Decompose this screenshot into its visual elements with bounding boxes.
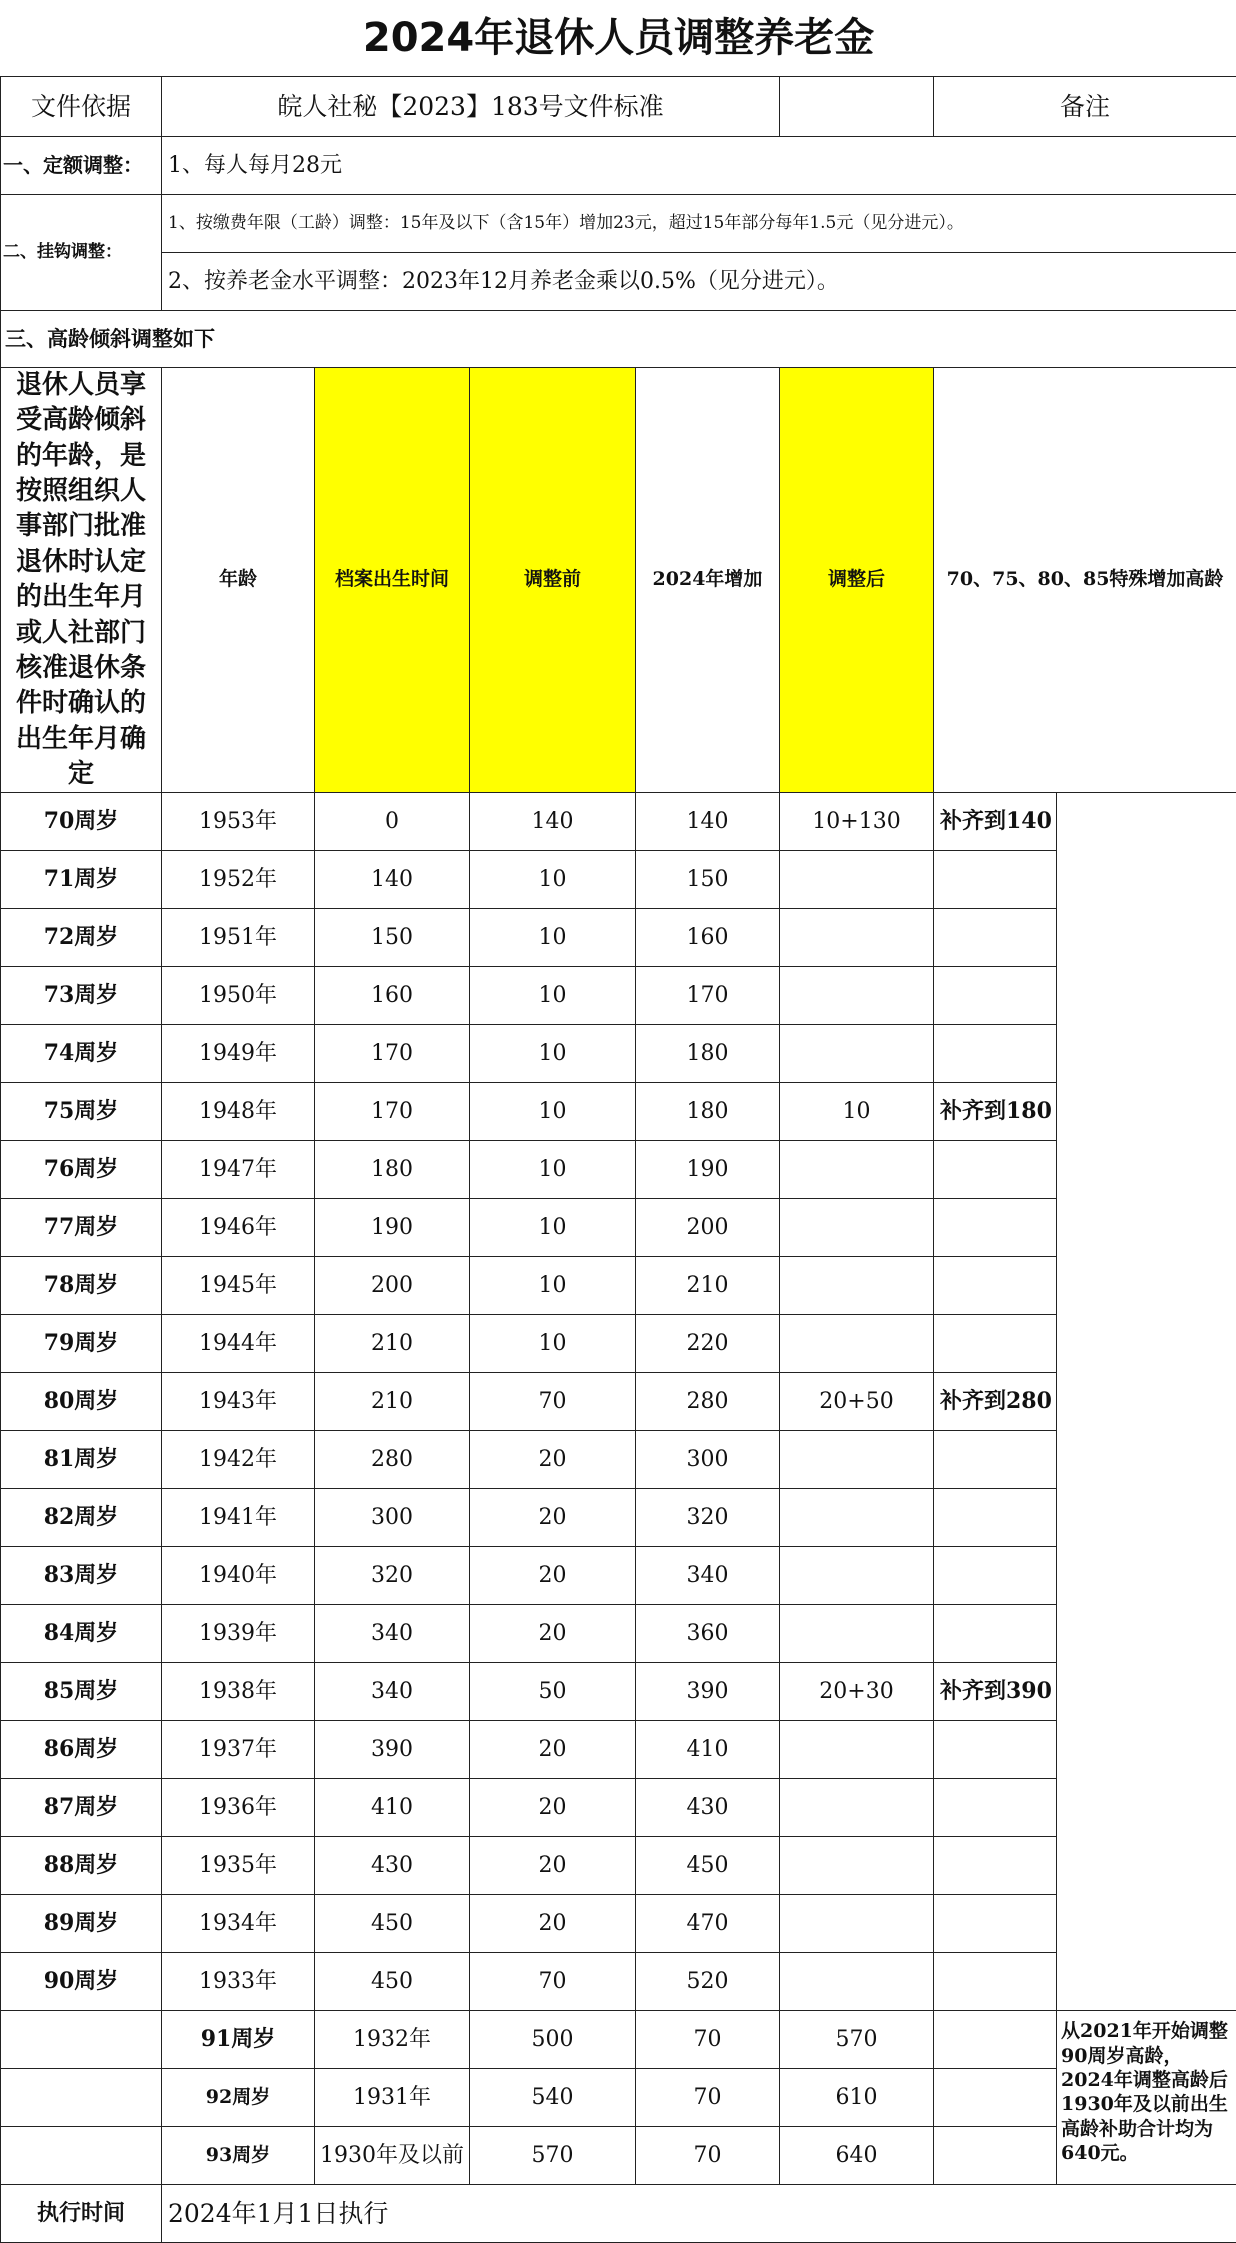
age-cell: 88周岁 <box>1 1837 162 1895</box>
age-cell: 87周岁 <box>1 1779 162 1837</box>
table-row <box>1 1721 1236 1779</box>
age-cell: 74周岁 <box>1 1025 162 1083</box>
table-row <box>1 1547 1236 1605</box>
note-cell: 补齐到140 <box>934 793 1057 851</box>
table-row <box>1 1199 1236 1257</box>
table-row <box>1 2011 1236 2069</box>
empty-cell <box>1 2069 162 2127</box>
after-cell: 220 <box>636 1315 780 1373</box>
section3-label: 三、高龄倾斜调整如下 <box>1 311 1236 368</box>
before-cell: 320 <box>315 1547 470 1605</box>
before-cell: 300 <box>315 1489 470 1547</box>
before-cell: 340 <box>315 1605 470 1663</box>
age-cell: 77周岁 <box>1 1199 162 1257</box>
birth-cell: 1932年 <box>315 2011 470 2069</box>
special-cell <box>780 1779 934 1837</box>
age-cell: 85周岁 <box>1 1663 162 1721</box>
increase-cell: 20 <box>470 1489 636 1547</box>
extra-age-rows <box>1 2011 1236 2185</box>
before-cell: 570 <box>470 2127 636 2185</box>
increase-cell: 50 <box>470 1663 636 1721</box>
age-cell: 80周岁 <box>1 1373 162 1431</box>
birth-cell: 1953年 <box>162 793 315 851</box>
age-cell: 76周岁 <box>1 1141 162 1199</box>
note-cell <box>934 1141 1057 1199</box>
special-cell <box>780 1141 934 1199</box>
birth-cell: 1939年 <box>162 1605 315 1663</box>
table-row <box>1 1779 1236 1837</box>
table-row <box>1 2127 1236 2185</box>
before-cell: 0 <box>315 793 470 851</box>
execution-label: 执行时间 <box>1 2185 162 2243</box>
increase-cell: 20 <box>470 1837 636 1895</box>
after-cell: 340 <box>636 1547 780 1605</box>
age-cell: 92周岁 <box>162 2069 315 2127</box>
section2-line2: 2、按养老金水平调整：2023年12月养老金乘以0.5%（见分进元）。 <box>162 253 1236 311</box>
note-cell <box>934 967 1057 1025</box>
special-cell <box>934 2127 1057 2185</box>
table-row <box>1 1837 1236 1895</box>
increase-cell: 10 <box>470 1141 636 1199</box>
section3-side-note: 退休人员享受高龄倾斜的年龄，是按照组织人事部门批准退休时认定的出生年月或人社部门核准退休条件时确认的出生年月确定 <box>1 368 162 793</box>
increase-cell: 10 <box>470 967 636 1025</box>
before-cell: 540 <box>470 2069 636 2127</box>
birth-cell: 1945年 <box>162 1257 315 1315</box>
before-cell: 190 <box>315 1199 470 1257</box>
section2-line1: 1、按缴费年限（工龄）调整：15年及以下（含15年）增加23元，超过15年部分每年1.5元（见分进元）。 <box>162 195 1236 253</box>
basis-label: 文件依据 <box>1 77 162 137</box>
age-cell: 73周岁 <box>1 967 162 1025</box>
increase-cell: 20 <box>470 1547 636 1605</box>
age-cell: 72周岁 <box>1 909 162 967</box>
birth-cell: 1944年 <box>162 1315 315 1373</box>
basis-empty-cell <box>780 77 934 137</box>
special-cell: 10+130 <box>780 793 934 851</box>
before-cell: 170 <box>315 1083 470 1141</box>
increase-cell: 10 <box>470 909 636 967</box>
table-row <box>1 793 1236 851</box>
after-cell: 360 <box>636 1605 780 1663</box>
note-cell <box>934 1257 1057 1315</box>
after-cell: 520 <box>636 1953 780 2011</box>
special-cell <box>780 1721 934 1779</box>
after-cell: 300 <box>636 1431 780 1489</box>
before-cell: 180 <box>315 1141 470 1199</box>
after-cell: 390 <box>636 1663 780 1721</box>
table-row <box>1 967 1236 1025</box>
age-cell: 70周岁 <box>1 793 162 851</box>
age-cell: 89周岁 <box>1 1895 162 1953</box>
special-cell <box>780 1431 934 1489</box>
before-cell: 140 <box>315 851 470 909</box>
birth-cell: 1935年 <box>162 1837 315 1895</box>
before-cell: 210 <box>315 1315 470 1373</box>
before-cell: 170 <box>315 1025 470 1083</box>
table-row <box>1 1141 1236 1199</box>
birth-cell: 1951年 <box>162 909 315 967</box>
after-cell: 470 <box>636 1895 780 1953</box>
section2-label: 二、挂钩调整： <box>1 195 162 311</box>
table-row <box>1 1605 1236 1663</box>
note-cell <box>934 1489 1057 1547</box>
table-row <box>1 1663 1236 1721</box>
increase-cell: 20 <box>470 1895 636 1953</box>
increase-cell: 70 <box>636 2127 780 2185</box>
before-cell: 450 <box>315 1953 470 2011</box>
header-increase: 2024年增加 <box>636 368 780 793</box>
table-row <box>1 851 1236 909</box>
page-title: 2024年退休人员调整养老金 <box>1 0 1236 77</box>
birth-cell: 1930年及以前 <box>315 2127 470 2185</box>
table-row <box>1 1025 1236 1083</box>
section1-label: 一、定额调整： <box>1 137 162 195</box>
table-row <box>1 1953 1236 2011</box>
age-cell: 78周岁 <box>1 1257 162 1315</box>
special-cell <box>780 1489 934 1547</box>
birth-cell: 1940年 <box>162 1547 315 1605</box>
table-row <box>1 1431 1236 1489</box>
note-cell <box>934 1779 1057 1837</box>
increase-cell: 10 <box>470 1199 636 1257</box>
birth-cell: 1952年 <box>162 851 315 909</box>
age-cell: 86周岁 <box>1 1721 162 1779</box>
note-cell <box>934 1547 1057 1605</box>
special-cell <box>780 1547 934 1605</box>
table-row <box>1 1257 1236 1315</box>
special-cell <box>934 2011 1057 2069</box>
special-cell <box>780 967 934 1025</box>
special-cell <box>780 1837 934 1895</box>
note-cell <box>934 1837 1057 1895</box>
basis-value: 皖人社秘【2023】183号文件标准 <box>162 77 780 137</box>
note-cell <box>934 1721 1057 1779</box>
table-header-row <box>1 368 1236 793</box>
header-birth: 档案出生时间 <box>315 368 470 793</box>
note-cell <box>934 1953 1057 2011</box>
age-cell: 81周岁 <box>1 1431 162 1489</box>
birth-cell: 1946年 <box>162 1199 315 1257</box>
special-cell <box>780 1953 934 2011</box>
after-cell: 640 <box>780 2127 934 2185</box>
age-cell: 79周岁 <box>1 1315 162 1373</box>
note-cell <box>934 1605 1057 1663</box>
after-cell: 190 <box>636 1141 780 1199</box>
note-cell <box>934 1895 1057 1953</box>
before-cell: 280 <box>315 1431 470 1489</box>
before-cell: 450 <box>315 1895 470 1953</box>
age-cell: 93周岁 <box>162 2127 315 2185</box>
before-cell: 410 <box>315 1779 470 1837</box>
age-cell: 71周岁 <box>1 851 162 909</box>
table-row <box>1 1373 1236 1431</box>
increase-cell: 10 <box>470 1315 636 1373</box>
header-before: 调整前 <box>470 368 636 793</box>
increase-cell: 20 <box>470 1605 636 1663</box>
table-row <box>1 2069 1236 2127</box>
birth-cell: 1942年 <box>162 1431 315 1489</box>
after-cell: 210 <box>636 1257 780 1315</box>
increase-cell: 140 <box>470 793 636 851</box>
before-cell: 340 <box>315 1663 470 1721</box>
age-cell: 91周岁 <box>162 2011 315 2069</box>
header-age: 年龄 <box>162 368 315 793</box>
note-90-plus: 从2021年开始调整90周岁高龄，2024年调整高龄后1930年及以前出生高龄补助合计均为640元。 <box>1057 2011 1236 2185</box>
table-row <box>1 1083 1236 1141</box>
special-cell <box>780 909 934 967</box>
note-cell <box>934 1315 1057 1373</box>
note-cell: 补齐到180 <box>934 1083 1057 1141</box>
age-cell: 75周岁 <box>1 1083 162 1141</box>
special-cell <box>780 1315 934 1373</box>
table-row <box>1 1315 1236 1373</box>
before-cell: 200 <box>315 1257 470 1315</box>
age-cell: 84周岁 <box>1 1605 162 1663</box>
note-cell <box>934 1199 1057 1257</box>
after-cell: 180 <box>636 1025 780 1083</box>
birth-cell: 1947年 <box>162 1141 315 1199</box>
birth-cell: 1931年 <box>315 2069 470 2127</box>
after-cell: 140 <box>636 793 780 851</box>
birth-cell: 1948年 <box>162 1083 315 1141</box>
before-cell: 500 <box>470 2011 636 2069</box>
age-cell: 82周岁 <box>1 1489 162 1547</box>
birth-cell: 1941年 <box>162 1489 315 1547</box>
after-cell: 150 <box>636 851 780 909</box>
section1-text: 1、每人每月28元 <box>162 137 1236 195</box>
empty-cell <box>1 2127 162 2185</box>
note-cell <box>934 909 1057 967</box>
birth-cell: 1943年 <box>162 1373 315 1431</box>
increase-cell: 70 <box>470 1373 636 1431</box>
table-row <box>1 909 1236 967</box>
special-cell <box>780 1199 934 1257</box>
after-cell: 410 <box>636 1721 780 1779</box>
before-cell: 160 <box>315 967 470 1025</box>
before-cell: 210 <box>315 1373 470 1431</box>
special-cell: 10 <box>780 1083 934 1141</box>
after-cell: 200 <box>636 1199 780 1257</box>
special-cell <box>934 2069 1057 2127</box>
age-cell: 83周岁 <box>1 1547 162 1605</box>
header-special: 70、75、80、85特殊增加高龄 <box>934 368 1236 793</box>
after-cell: 450 <box>636 1837 780 1895</box>
birth-cell: 1934年 <box>162 1895 315 1953</box>
birth-cell: 1938年 <box>162 1663 315 1721</box>
special-cell: 20+50 <box>780 1373 934 1431</box>
after-cell: 610 <box>780 2069 934 2127</box>
table-row <box>1 1489 1236 1547</box>
after-cell: 180 <box>636 1083 780 1141</box>
after-cell: 430 <box>636 1779 780 1837</box>
after-cell: 280 <box>636 1373 780 1431</box>
before-cell: 150 <box>315 909 470 967</box>
birth-cell: 1937年 <box>162 1721 315 1779</box>
birth-cell: 1936年 <box>162 1779 315 1837</box>
empty-cell <box>1 2011 162 2069</box>
special-cell: 20+30 <box>780 1663 934 1721</box>
age-rows <box>1 793 1236 2011</box>
birth-cell: 1949年 <box>162 1025 315 1083</box>
before-cell: 430 <box>315 1837 470 1895</box>
birth-cell: 1933年 <box>162 1953 315 2011</box>
after-cell: 320 <box>636 1489 780 1547</box>
increase-cell: 70 <box>470 1953 636 2011</box>
after-cell: 160 <box>636 909 780 967</box>
note-cell <box>934 1431 1057 1489</box>
note-cell: 补齐到390 <box>934 1663 1057 1721</box>
remark-label: 备注 <box>934 77 1236 137</box>
increase-cell: 10 <box>470 851 636 909</box>
increase-cell: 10 <box>470 1025 636 1083</box>
increase-cell: 10 <box>470 1257 636 1315</box>
increase-cell: 20 <box>470 1779 636 1837</box>
after-cell: 570 <box>780 2011 934 2069</box>
birth-cell: 1950年 <box>162 967 315 1025</box>
special-cell <box>780 1257 934 1315</box>
header-after: 调整后 <box>780 368 934 793</box>
special-cell <box>780 851 934 909</box>
increase-cell: 10 <box>470 1083 636 1141</box>
increase-cell: 70 <box>636 2011 780 2069</box>
note-cell <box>934 851 1057 909</box>
special-cell <box>780 1895 934 1953</box>
increase-cell: 20 <box>470 1721 636 1779</box>
note-cell: 补齐到280 <box>934 1373 1057 1431</box>
execution-value: 2024年1月1日执行 <box>162 2185 1236 2243</box>
age-cell: 90周岁 <box>1 1953 162 2011</box>
increase-cell: 70 <box>636 2069 780 2127</box>
special-cell <box>780 1605 934 1663</box>
after-cell: 170 <box>636 967 780 1025</box>
special-cell <box>780 1025 934 1083</box>
before-cell: 390 <box>315 1721 470 1779</box>
increase-cell: 20 <box>470 1431 636 1489</box>
note-cell <box>934 1025 1057 1083</box>
table-row <box>1 1895 1236 1953</box>
